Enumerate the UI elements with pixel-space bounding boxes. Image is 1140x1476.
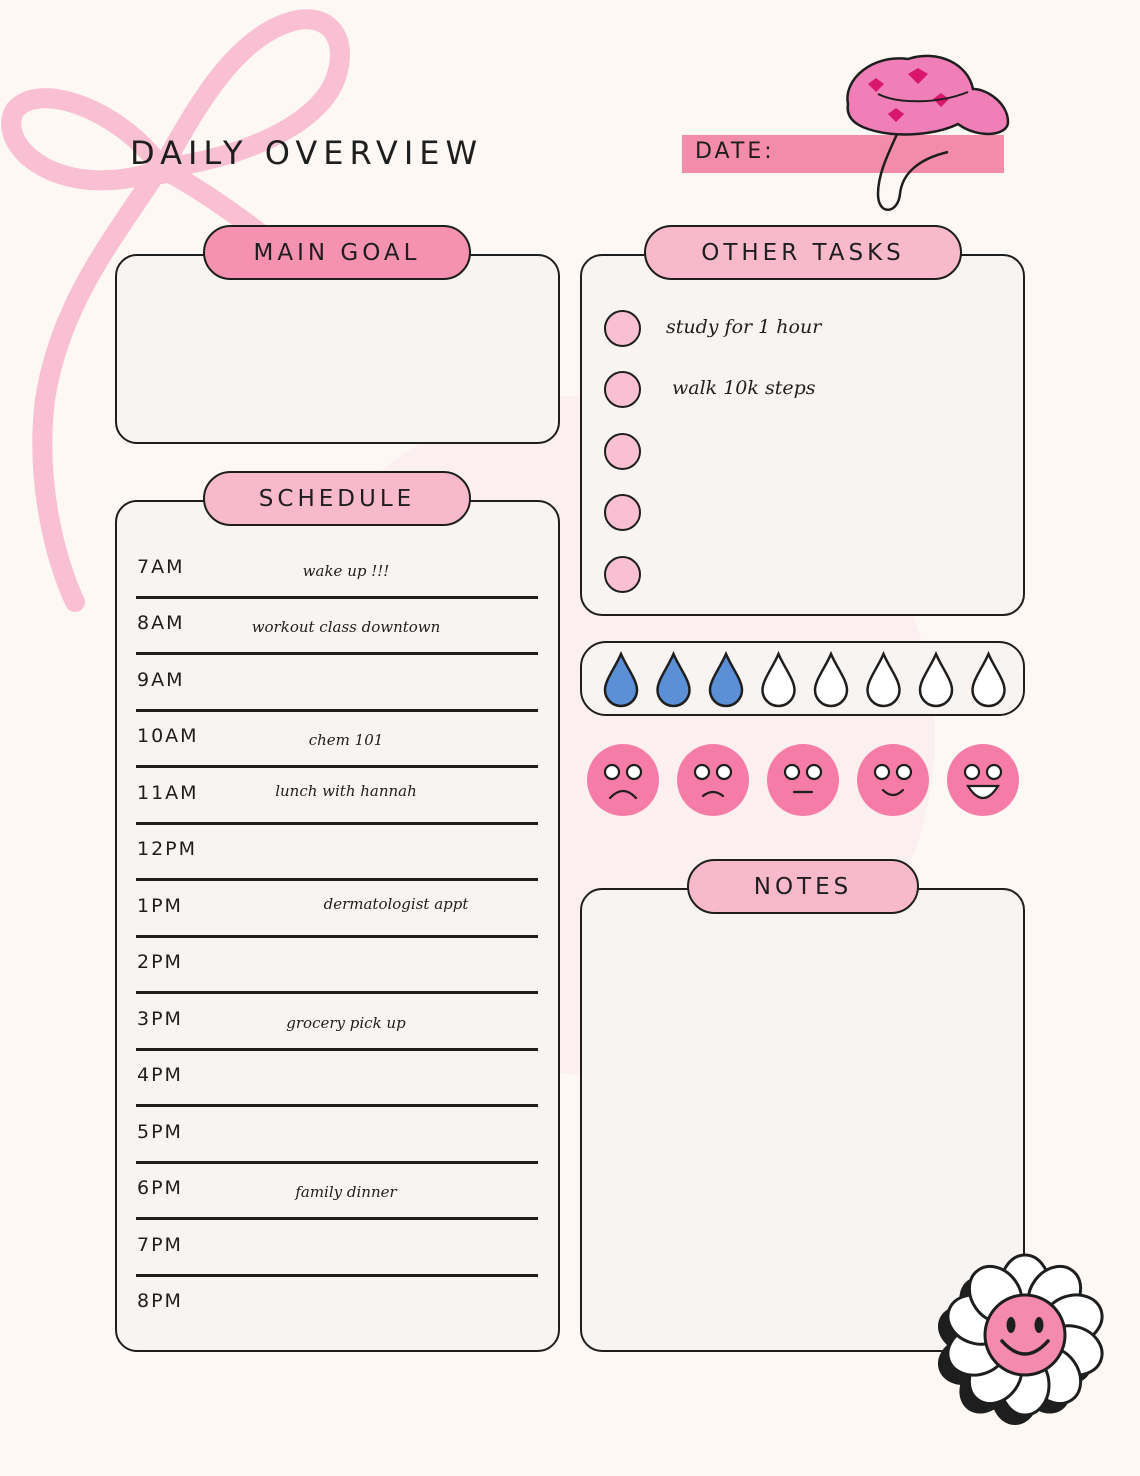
row-time: 12PM — [137, 838, 198, 860]
schedule-row[interactable] — [136, 768, 538, 825]
water-drops — [600, 650, 1010, 710]
row-time: 4PM — [137, 1064, 183, 1086]
mood-very-happy-icon[interactable] — [947, 744, 1019, 816]
row-time: 7AM — [137, 556, 185, 578]
row-time: 3PM — [137, 1008, 183, 1030]
task-item — [604, 310, 1004, 348]
schedule-row[interactable] — [136, 598, 538, 655]
row-time: 6PM — [137, 1177, 183, 1199]
task-item — [604, 433, 1004, 471]
water-drop-filled-icon[interactable] — [605, 654, 637, 706]
schedule-row[interactable] — [136, 937, 538, 994]
mood-sad-icon[interactable] — [677, 744, 749, 816]
main-goal-card[interactable] — [115, 254, 560, 444]
schedule-row[interactable] — [136, 1220, 538, 1277]
row-event: dermatologist appt — [323, 895, 469, 913]
schedule-row[interactable] — [136, 655, 538, 712]
schedule-row[interactable] — [136, 824, 538, 881]
task-item — [604, 494, 1004, 532]
schedule-row[interactable] — [136, 1276, 538, 1333]
row-time: 2PM — [137, 951, 183, 973]
water-drop-empty-icon[interactable] — [920, 654, 952, 706]
cowboy-hat-icon — [838, 44, 1018, 219]
row-time: 5PM — [137, 1121, 183, 1143]
mood-tracker — [585, 742, 1025, 820]
row-time: 8PM — [137, 1290, 183, 1312]
main-goal-label: MAIN GOAL — [253, 239, 421, 266]
other-tasks-pill — [644, 225, 962, 280]
row-time: 8AM — [137, 612, 185, 634]
schedule-row[interactable] — [136, 881, 538, 938]
row-event: grocery pick up — [286, 1014, 406, 1032]
other-tasks-label: OTHER TASKS — [701, 239, 905, 266]
smiley-flower-icon — [920, 1245, 1120, 1445]
mood-neutral-icon[interactable] — [767, 744, 839, 816]
water-drop-filled-icon[interactable] — [658, 654, 690, 706]
task-checkbox[interactable] — [604, 371, 641, 408]
notes-pill — [687, 859, 919, 914]
notes-label: NOTES — [753, 873, 853, 900]
page-title: DAILY OVERVIEW — [130, 134, 484, 172]
date-label: DATE: — [695, 139, 775, 164]
task-checkbox[interactable] — [604, 433, 641, 470]
row-event: lunch with hannah — [275, 782, 417, 800]
row-event: family dinner — [295, 1183, 397, 1201]
schedule-row[interactable] — [136, 1107, 538, 1164]
task-text: study for 1 hour — [666, 316, 822, 338]
row-time: 7PM — [137, 1234, 183, 1256]
mood-very-sad-icon[interactable] — [587, 744, 659, 816]
main-goal-pill — [203, 225, 471, 280]
schedule-pill — [203, 471, 471, 526]
schedule-row[interactable] — [136, 542, 538, 599]
row-event: wake up !!! — [302, 562, 390, 580]
row-time: 1PM — [137, 895, 183, 917]
row-time: 11AM — [137, 782, 199, 804]
schedule-row[interactable] — [136, 994, 538, 1051]
schedule-row[interactable] — [136, 1163, 538, 1220]
mood-happy-icon[interactable] — [857, 744, 929, 816]
water-drop-empty-icon[interactable] — [868, 654, 900, 706]
task-text: walk 10k steps — [672, 377, 816, 399]
task-checkbox[interactable] — [604, 556, 641, 593]
schedule-row[interactable] — [136, 711, 538, 768]
row-time: 10AM — [137, 725, 199, 747]
row-event: workout class downtown — [251, 618, 441, 636]
task-checkbox[interactable] — [604, 494, 641, 531]
water-drop-empty-icon[interactable] — [973, 654, 1005, 706]
water-drop-filled-icon[interactable] — [710, 654, 742, 706]
row-time: 9AM — [137, 669, 185, 691]
task-item — [604, 371, 1004, 409]
water-drop-empty-icon[interactable] — [815, 654, 847, 706]
task-checkbox[interactable] — [604, 310, 641, 347]
task-item — [604, 556, 1004, 594]
water-drop-empty-icon[interactable] — [763, 654, 795, 706]
schedule-label: SCHEDULE — [258, 485, 416, 512]
row-event: chem 101 — [308, 731, 384, 749]
schedule-row[interactable] — [136, 1050, 538, 1107]
